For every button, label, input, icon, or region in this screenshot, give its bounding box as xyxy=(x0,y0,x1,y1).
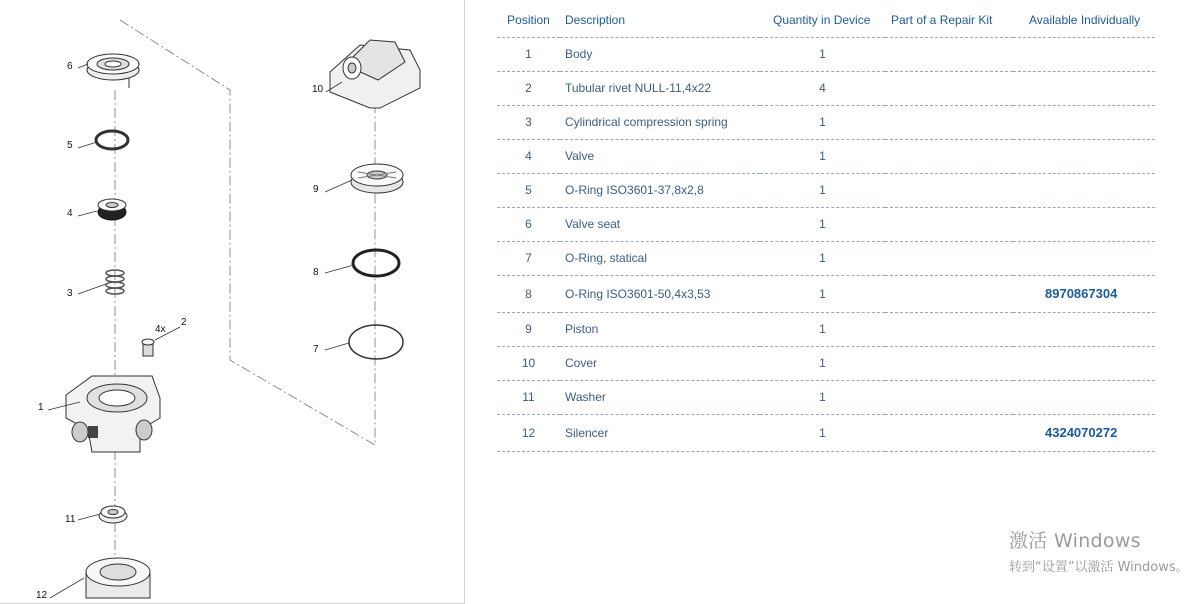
table-row[interactable] xyxy=(497,105,1155,139)
cell-repair-kit xyxy=(885,241,1013,275)
cell-quantity: 1 xyxy=(760,346,885,380)
cell-repair-kit xyxy=(885,275,1013,312)
cell-position: 11 xyxy=(497,380,560,414)
cell-available xyxy=(1013,346,1155,380)
table-row[interactable] xyxy=(497,139,1155,173)
cell-position: 2 xyxy=(497,71,560,105)
cell-available xyxy=(1013,71,1155,105)
cell-quantity: 1 xyxy=(760,37,885,71)
cell-description: Tubular rivet NULL-11,4x22 xyxy=(560,71,760,105)
cell-description: Cylindrical compression spring xyxy=(560,105,760,139)
cell-quantity: 1 xyxy=(760,380,885,414)
callout-8: 8 xyxy=(313,267,319,278)
cell-available xyxy=(1013,37,1155,71)
cell-available xyxy=(1013,380,1155,414)
table-row[interactable] xyxy=(497,241,1155,275)
callout-5: 5 xyxy=(67,140,73,151)
part-4-valve xyxy=(98,199,126,220)
cell-available[interactable]: 4324070272 xyxy=(1013,414,1155,451)
table-row[interactable] xyxy=(497,414,1155,451)
cell-description: Washer xyxy=(560,380,760,414)
cell-available xyxy=(1013,139,1155,173)
watermark-title: 激活 Windows xyxy=(1009,530,1141,552)
header-position[interactable]: Position xyxy=(497,4,560,37)
cell-repair-kit xyxy=(885,346,1013,380)
part-12-silencer xyxy=(86,558,150,598)
callout-7: 7 xyxy=(313,344,319,355)
cell-position: 6 xyxy=(497,207,560,241)
part-8-o-ring xyxy=(353,250,399,276)
cell-position: 8 xyxy=(497,275,560,312)
windows-activation-watermark xyxy=(1009,526,1189,575)
callout-4: 4 xyxy=(67,208,73,219)
cell-available xyxy=(1013,173,1155,207)
cell-description: Piston xyxy=(560,312,760,346)
cell-description: Silencer xyxy=(560,414,760,451)
header-available[interactable]: Available Individually xyxy=(1013,4,1155,37)
cell-repair-kit xyxy=(885,139,1013,173)
callout-12: 12 xyxy=(36,590,48,601)
callout-2: 2 xyxy=(181,317,187,328)
cell-available xyxy=(1013,105,1155,139)
cell-quantity: 1 xyxy=(760,207,885,241)
cell-position: 5 xyxy=(497,173,560,207)
callout-4x: 4x xyxy=(155,324,166,335)
part-5-o-ring xyxy=(96,131,128,149)
part-9-piston xyxy=(351,164,403,193)
cell-quantity: 1 xyxy=(760,173,885,207)
watermark-subtitle: 转到“设置”以激活 Windows。 xyxy=(1009,560,1189,575)
part-2-rivet xyxy=(142,339,154,356)
cell-available xyxy=(1013,241,1155,275)
header-description[interactable]: Description xyxy=(560,4,760,37)
header-repair-kit[interactable]: Part of a Repair Kit xyxy=(885,4,1013,37)
cell-position: 9 xyxy=(497,312,560,346)
cell-quantity: 1 xyxy=(760,275,885,312)
table-row[interactable] xyxy=(497,380,1155,414)
cell-repair-kit xyxy=(885,105,1013,139)
table-row[interactable] xyxy=(497,275,1155,312)
cell-position: 10 xyxy=(497,346,560,380)
table-header-row xyxy=(497,4,1155,37)
part-1-body xyxy=(66,376,160,452)
cell-quantity: 1 xyxy=(760,241,885,275)
table-row[interactable] xyxy=(497,346,1155,380)
callout-1: 1 xyxy=(38,402,44,413)
part-11-washer xyxy=(99,506,127,523)
cell-description: O-Ring, statical xyxy=(560,241,760,275)
cell-available[interactable]: 8970867304 xyxy=(1013,275,1155,312)
cell-repair-kit xyxy=(885,312,1013,346)
header-quantity[interactable]: Quantity in Device xyxy=(760,4,885,37)
part-10-cover xyxy=(330,40,420,108)
cell-repair-kit xyxy=(885,37,1013,71)
cell-position: 3 xyxy=(497,105,560,139)
cell-repair-kit xyxy=(885,414,1013,451)
callout-6: 6 xyxy=(67,61,73,72)
cell-available xyxy=(1013,312,1155,346)
parts-drawing xyxy=(0,0,465,604)
callout-3: 3 xyxy=(67,288,73,299)
cell-repair-kit xyxy=(885,71,1013,105)
cell-description: O-Ring ISO3601-37,8x2,8 xyxy=(560,173,760,207)
callout-11: 11 xyxy=(65,514,76,525)
part-6-valve-seat xyxy=(87,54,139,88)
cell-quantity: 1 xyxy=(760,139,885,173)
cell-position: 12 xyxy=(497,414,560,451)
cell-repair-kit xyxy=(885,173,1013,207)
cell-available xyxy=(1013,207,1155,241)
cell-description: O-Ring ISO3601-50,4x3,53 xyxy=(560,275,760,312)
table-row[interactable] xyxy=(497,207,1155,241)
table-row[interactable] xyxy=(497,71,1155,105)
table-row[interactable] xyxy=(497,173,1155,207)
cell-quantity: 1 xyxy=(760,105,885,139)
table-row[interactable] xyxy=(497,312,1155,346)
part-7-o-ring-statical xyxy=(349,325,403,359)
cell-quantity: 4 xyxy=(760,71,885,105)
callout-10: 10 xyxy=(312,84,324,95)
cell-repair-kit xyxy=(885,207,1013,241)
cell-description: Cover xyxy=(560,346,760,380)
cell-quantity: 1 xyxy=(760,414,885,451)
exploded-view-diagram xyxy=(0,0,465,604)
cell-position: 7 xyxy=(497,241,560,275)
cell-quantity: 1 xyxy=(760,312,885,346)
cell-description: Valve xyxy=(560,139,760,173)
parts-table xyxy=(497,4,1155,452)
callout-9: 9 xyxy=(313,184,319,195)
cell-description: Body xyxy=(560,37,760,71)
cell-position: 4 xyxy=(497,139,560,173)
cell-position: 1 xyxy=(497,37,560,71)
cell-description: Valve seat xyxy=(560,207,760,241)
cell-repair-kit xyxy=(885,380,1013,414)
table-row[interactable] xyxy=(497,37,1155,71)
